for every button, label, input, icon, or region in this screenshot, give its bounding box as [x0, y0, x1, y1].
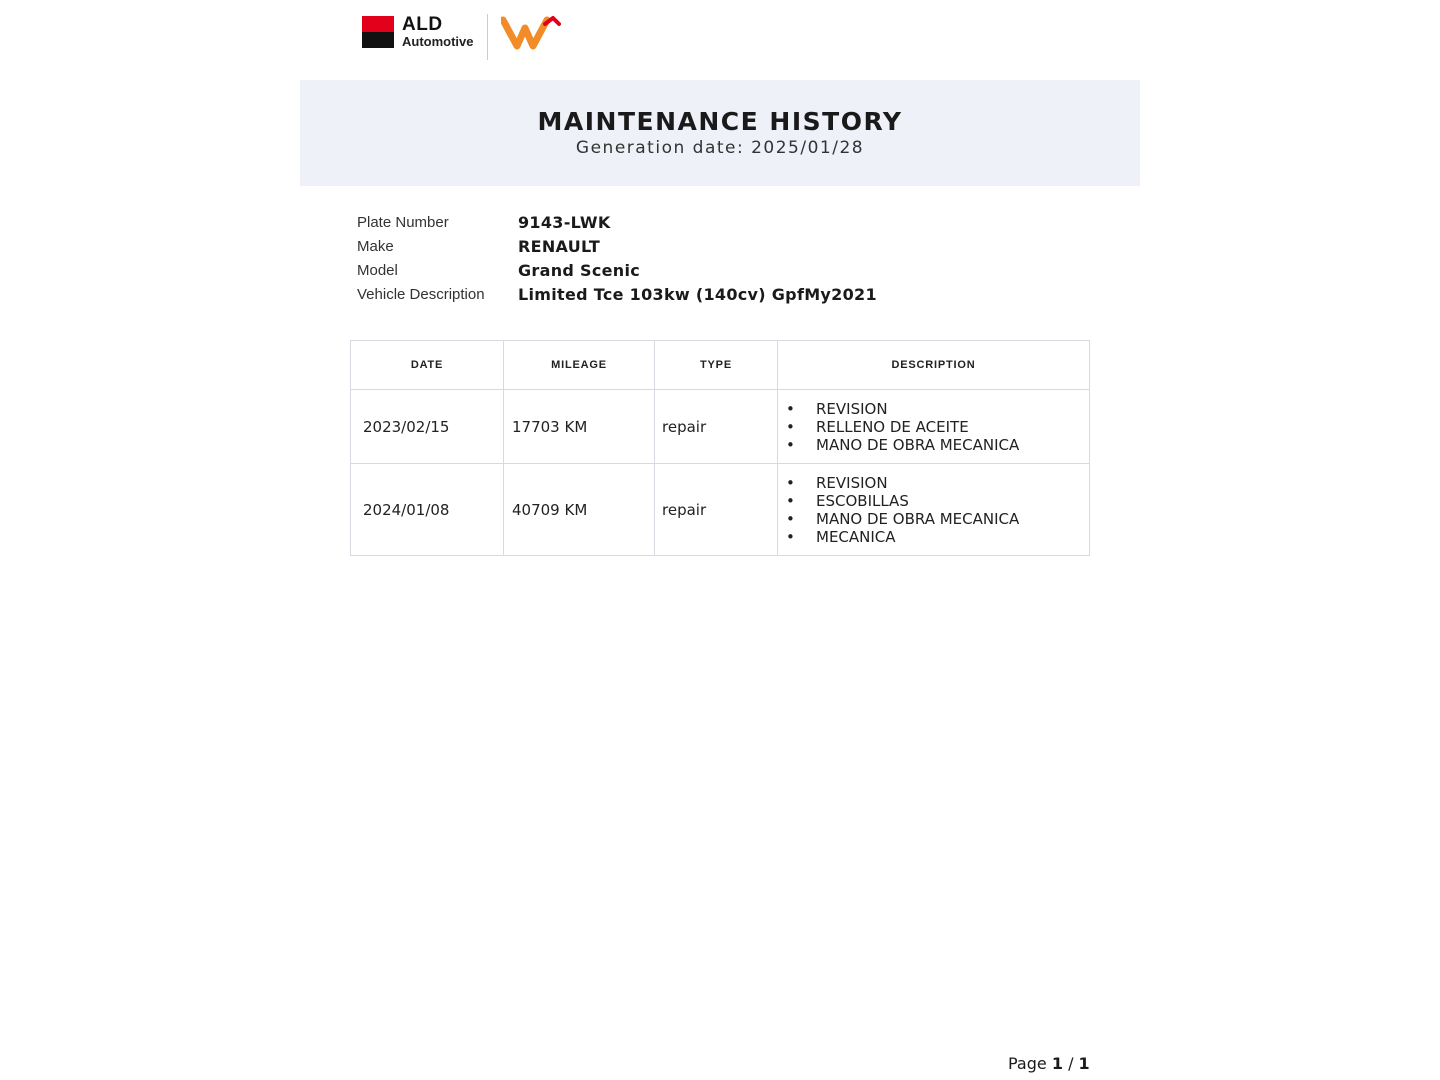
- list-item-text: RELLENO DE ACEITE: [816, 417, 969, 436]
- list-item: [786, 528, 1089, 546]
- bullet-icon: •: [786, 399, 795, 418]
- column-header-mileage: MILEAGE: [504, 341, 655, 390]
- ald-logo-black-block: [362, 32, 394, 48]
- description-list: [786, 474, 1089, 546]
- make-value: RENAULT: [518, 236, 601, 256]
- vehicle-info-row: [357, 234, 877, 258]
- row-mileage: 40709 KM: [504, 464, 655, 556]
- bullet-icon: •: [786, 509, 795, 528]
- logo-bar: [362, 12, 561, 62]
- list-item: [786, 474, 1089, 492]
- page-separator: /: [1068, 1054, 1074, 1073]
- page-indicator: [1008, 1054, 1090, 1073]
- list-item-text: REVISION: [816, 473, 888, 492]
- description-list: [786, 400, 1089, 454]
- page-label: Page: [1008, 1054, 1047, 1073]
- row-type: repair: [655, 390, 778, 464]
- ald-logo-text: [402, 12, 474, 49]
- bullet-icon: •: [786, 527, 795, 546]
- model-value: Grand Scenic: [518, 260, 641, 280]
- bullet-icon: •: [786, 417, 795, 436]
- ald-logo-red-block: [362, 16, 394, 32]
- vehicle-info: [357, 210, 877, 306]
- column-header-type: TYPE: [655, 341, 778, 390]
- list-item: [786, 492, 1089, 510]
- table-row: [351, 464, 1090, 556]
- list-item: [786, 400, 1089, 418]
- list-item-text: MANO DE OBRA MECANICA: [816, 435, 1020, 454]
- table-header-row: [351, 341, 1090, 390]
- bullet-icon: •: [786, 491, 795, 510]
- vehicle-info-row: [357, 258, 877, 282]
- model-label: Model: [357, 261, 398, 279]
- bullet-icon: •: [786, 435, 795, 454]
- row-mileage: 17703 KM: [504, 390, 655, 464]
- make-label: Make: [357, 237, 394, 255]
- vehicle-description-value: Limited Tce 103kw (140cv) GpfMy2021: [518, 284, 877, 304]
- table-row: [351, 390, 1090, 464]
- row-description: [778, 390, 1090, 464]
- ald-logo-icon: [362, 16, 394, 48]
- ald-logo-subtitle: Automotive: [402, 34, 474, 49]
- list-item: [786, 418, 1089, 436]
- plate-number-value: 9143-LWK: [518, 212, 611, 232]
- bullet-icon: •: [786, 473, 795, 492]
- plate-number-label: Plate Number: [357, 213, 449, 231]
- logo-divider: [487, 14, 488, 60]
- row-date: 2023/02/15: [351, 390, 504, 464]
- row-date: 2024/01/08: [351, 464, 504, 556]
- partner-w-logo-icon: [501, 14, 561, 50]
- ald-logo-name: ALD: [402, 14, 443, 35]
- report-header: [300, 80, 1140, 186]
- row-description: [778, 464, 1090, 556]
- list-item-text: MECANICA: [816, 527, 896, 546]
- list-item-text: ESCOBILLAS: [816, 491, 909, 510]
- vehicle-info-row: [357, 210, 877, 234]
- column-header-date: DATE: [351, 341, 504, 390]
- list-item: [786, 510, 1089, 528]
- generation-date: Generation date: 2025/01/28: [575, 138, 865, 158]
- column-header-description: DESCRIPTION: [778, 341, 1090, 390]
- total-pages: 1: [1078, 1054, 1090, 1073]
- list-item: [786, 436, 1089, 454]
- list-item-text: REVISION: [816, 399, 888, 418]
- row-type: repair: [655, 464, 778, 556]
- current-page: 1: [1051, 1054, 1063, 1073]
- maintenance-table: [350, 340, 1090, 556]
- vehicle-description-label: Vehicle Description: [357, 285, 485, 303]
- list-item-text: MANO DE OBRA MECANICA: [816, 509, 1020, 528]
- page-title: MAINTENANCE HISTORY: [537, 107, 903, 136]
- vehicle-info-row: [357, 282, 877, 306]
